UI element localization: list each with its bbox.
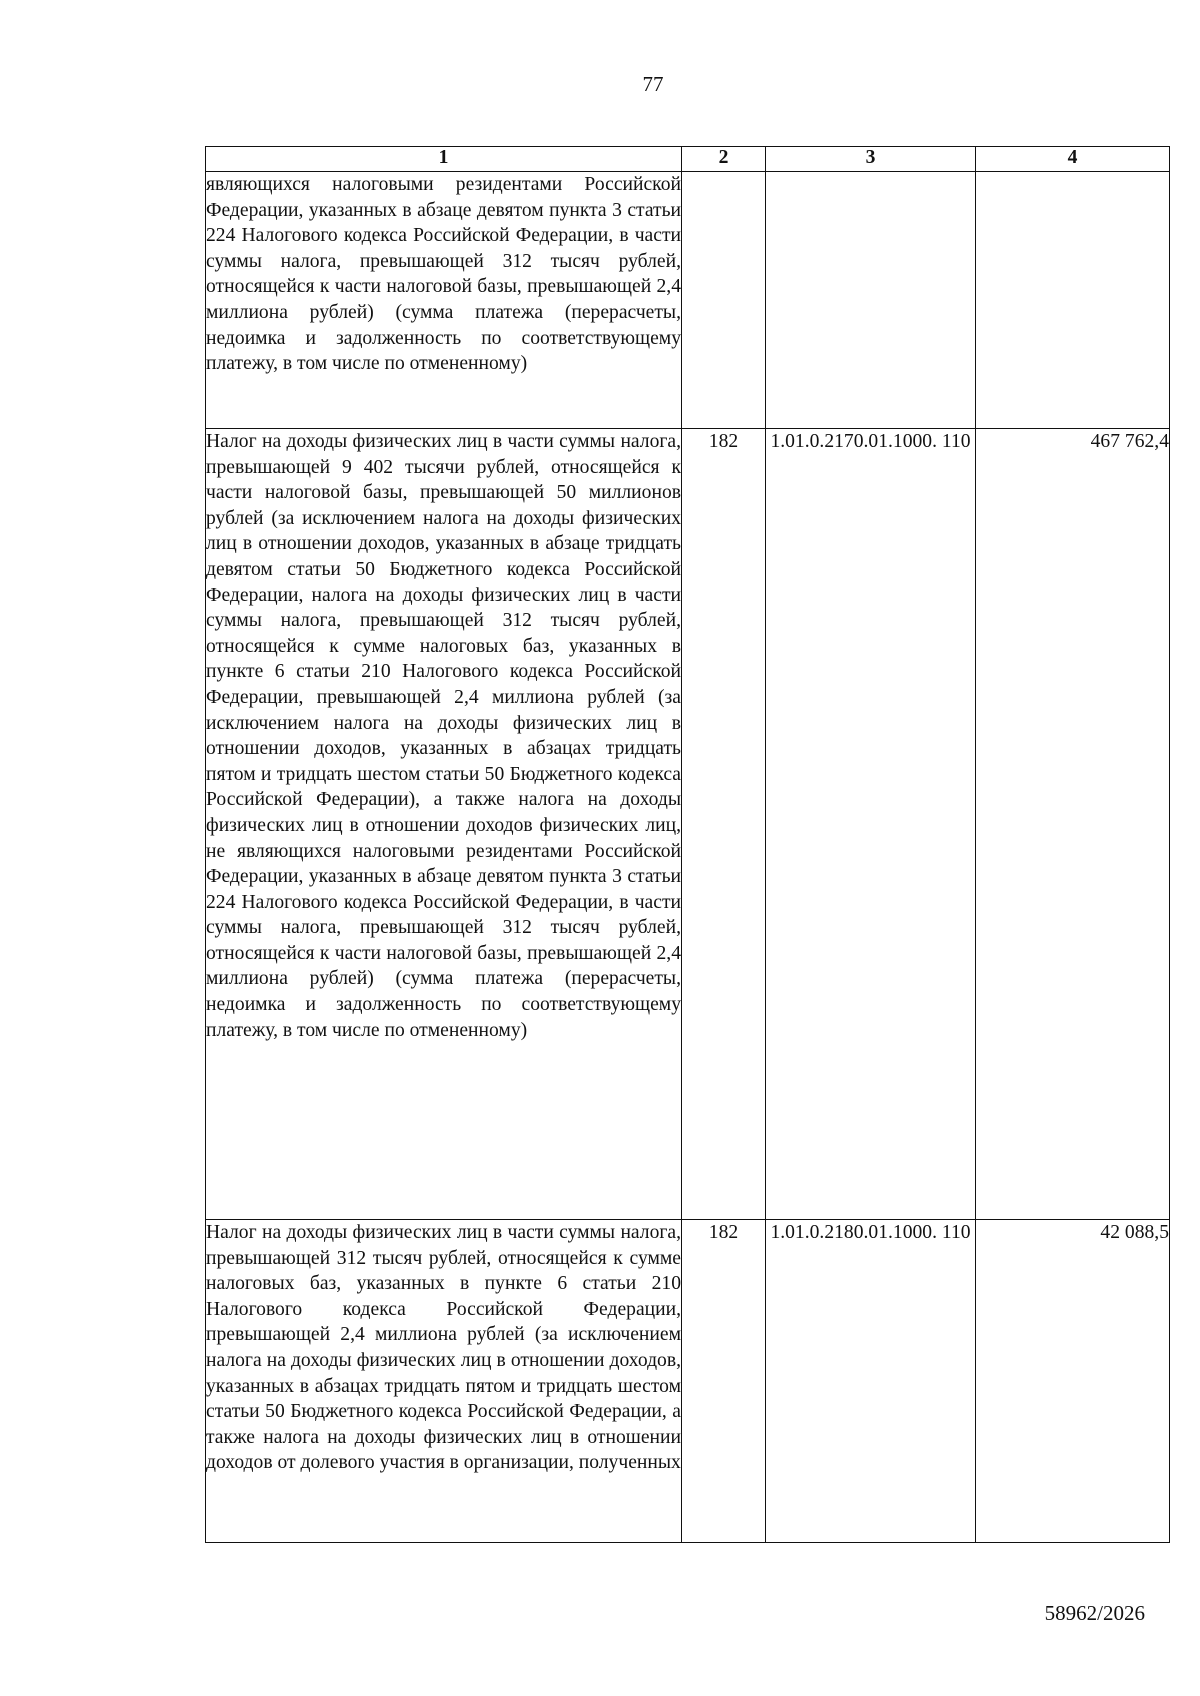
document-id: 58962/2026 — [1044, 1601, 1145, 1625]
row-budget-code: 1.01.0.2170.01.1000. 110 — [766, 429, 976, 1220]
column-header-4: 4 — [976, 147, 1170, 172]
row-amount: 42 088,5 — [976, 1220, 1170, 1543]
table-row — [206, 1220, 1170, 1543]
column-header-2: 2 — [682, 147, 766, 172]
row-admin-code: 182 — [682, 429, 766, 1220]
row-description: являющихся налоговыми резидентами Российской Федерации, указанных в абзаце девятом пункта 3 статьи 224 Налогового кодекса Российской Федерации, в части суммы налога, превышающей 312 тысяч рублей, относящейся к части налоговой базы, превышающей 2,4 миллиона рублей) (сумма платежа (перерасчеты, недоимка и задолженность по соответствующему платежу, в том числе по отмененному) — [206, 172, 682, 429]
row-admin-code: 182 — [682, 1220, 766, 1543]
row-budget-code — [766, 172, 976, 429]
table-header-row — [206, 147, 1170, 172]
page-number: 77 — [642, 72, 664, 96]
row-description: Налог на доходы физических лиц в части суммы налога, превышающей 312 тысяч рублей, относящейся к сумме налоговых баз, указанных в пункте 6 статьи 210 Налогового кодекса Российской Федерации, превышающей 2,4 миллиона рублей (за исключением налога на доходы физических лиц в отношении доходов, указанных в абзацах тридцать пятом и тридцать шестом статьи 50 Бюджетного кодекса Российской Федерации, а также налога на доходы физических лиц в отношении доходов от долевого участия в организации, полученных — [206, 1220, 682, 1543]
row-admin-code — [682, 172, 766, 429]
table-row — [206, 429, 1170, 1220]
column-header-3: 3 — [766, 147, 976, 172]
row-amount — [976, 172, 1170, 429]
budget-table — [205, 146, 1170, 1543]
column-header-1: 1 — [206, 147, 682, 172]
row-description: Налог на доходы физических лиц в части суммы налога, превышающей 9 402 тысячи рублей, относящейся к части налоговой базы, превышающей 50 миллионов рублей (за исключением налога на доходы физических лиц в отношении доходов, указанных в абзаце тридцать девятом статьи 50 Бюджетного кодекса Российской Федерации, налога на доходы физических лиц в части суммы налога, превышающей 312 тысяч рублей, относящейся к сумме налоговых баз, указанных в пункте 6 статьи 210 Налогового кодекса Российской Федерации, превышающей 2,4 миллиона рублей (за исключением налога на доходы физических лиц в отношении доходов, указанных в абзацах тридцать пятом и тридцать шестом статьи 50 Бюджетного кодекса Российской Федерации), а также налога на доходы физических лиц в отношении доходов физических лиц, не являющихся налоговыми резидентами Российской Федерации, указанных в абзаце девятом пункта 3 статьи 224 Налогового кодекса Российской Федерации, в части суммы налога, превышающей 312 тысяч рублей, относящейся к части налоговой базы, превышающей 2,4 миллиона рублей) (сумма платежа (перерасчеты, недоимка и задолженность по соответствующему платежу, в том числе по отмененному) — [206, 429, 682, 1220]
row-amount: 467 762,4 — [976, 429, 1170, 1220]
row-budget-code: 1.01.0.2180.01.1000. 110 — [766, 1220, 976, 1543]
table-row — [206, 172, 1170, 429]
